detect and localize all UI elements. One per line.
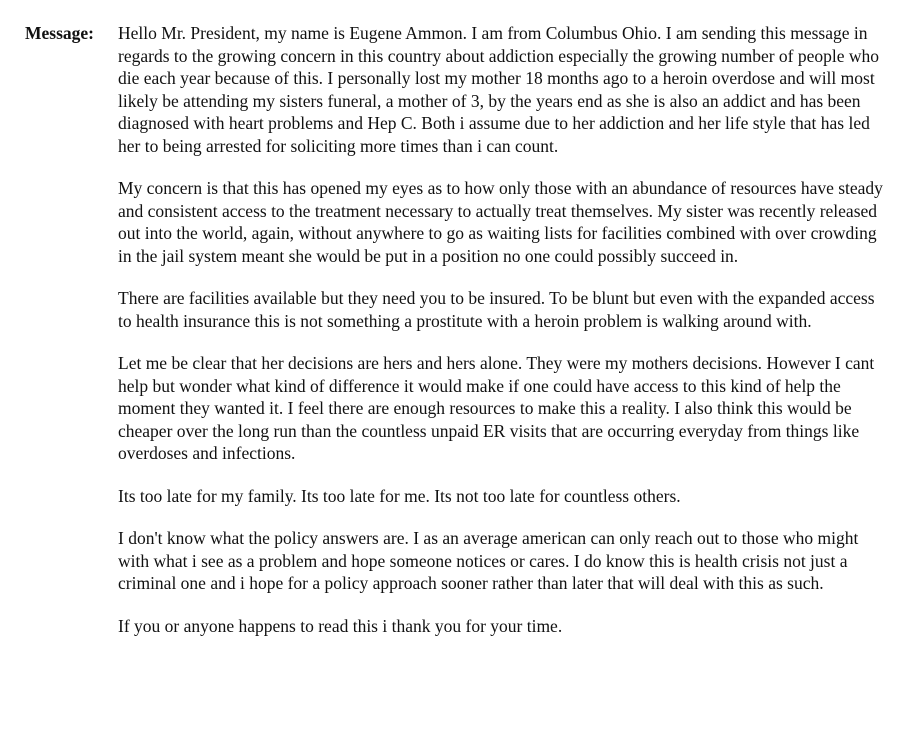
message-paragraph: Let me be clear that her decisions are hers and hers alone. They were my mothers decisions. However I cant help but wonder what kind of difference it would make if one could have access to this kind of help the moment they wanted it. I feel there are enough resources to make this a reality. I also think this would be cheaper over the long run than the countless unpaid ER visits that are occurring everyday from things like overdoses and infections. bbox=[118, 353, 875, 463]
message-paragraph: Hello Mr. President, my name is Eugene Ammon. I am from Columbus Ohio. I am sending this message in regards to the growing concern in this country about addiction especially the growing number of people who die each year because of this. I personally lost my mother 18 months ago to a heroin overdose and will most likely be attending my sisters funeral, a mother of 3, by the years end as she is also an addict and has been diagnosed with heart problems and Hep C. Both i assume due to her addiction and her life style that has led her to being arrested for soliciting more times than i can count. bbox=[118, 23, 880, 156]
message-paragraph: I don't know what the policy answers are. I as an average american can only reach out to those who might with what i see as a problem and hope someone notices or cares. I do know this is health crisis not just a criminal one and i hope for a policy approach sooner rather than later that will deal with this as such. bbox=[118, 528, 859, 593]
message-label: Message: bbox=[25, 23, 95, 43]
message-paragraph: There are facilities available but they need you to be insured. To be blunt but even with the expanded access to health insurance this is not something a prostitute with a heroin problem is walking around with. bbox=[118, 288, 875, 331]
message-paragraph: If you or anyone happens to read this i thank you for your time. bbox=[118, 615, 563, 636]
message-body bbox=[118, 22, 888, 657]
message-paragraph: Its too late for my family. Its too late for me. Its not too late for countless others. bbox=[118, 485, 681, 506]
message-paragraph: My concern is that this has opened my eyes as to how only those with an abundance of resources have steady and consistent access to the treatment necessary to actually treat themselves. My sister was recently released out into the world, again, without anywhere to go as waiting lists for facilities combined with over crowding in the jail system meant she would be put in a position no one could possibly succeed in. bbox=[118, 178, 883, 266]
